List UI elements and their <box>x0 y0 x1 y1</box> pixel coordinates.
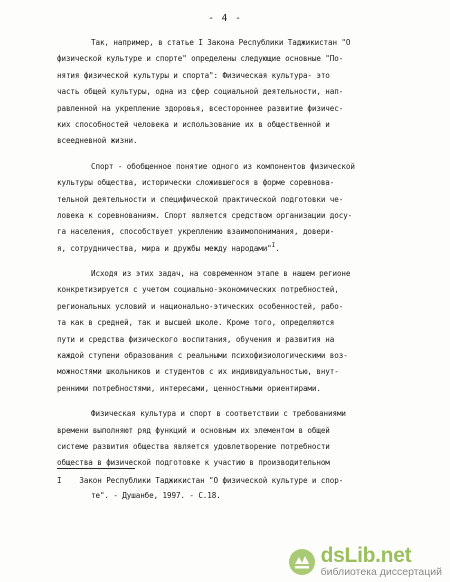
text-line: времени выполняют ряд функций и основным их элементом в общей <box>57 425 330 435</box>
text-line: я, сотрудничества, мира и дружбы между народами" <box>57 243 272 253</box>
text-line: физической культуре и спорте" определены следующие основные "По- <box>57 54 344 64</box>
text-line: ких способностей человека и использование их в общественной и <box>57 119 330 129</box>
dslib-logo-icon <box>287 547 317 577</box>
text-line: пути и средства физического воспитания, обучения и развития на <box>57 334 335 344</box>
text-line: можностями школьников и студентов с их индивидуальностью, внут- <box>57 367 339 377</box>
text-line: общества в физической подготовке к участию в производительном <box>57 458 330 468</box>
paragraph-1 <box>57 35 395 150</box>
text-line: тельной деятельности и специфической практической подготовки че- <box>57 194 344 204</box>
text-line: конкретизируется с учетом социально-экономических потребностей, <box>57 285 339 295</box>
text-line: культуры общества, исторически сложившегося в форме соревнова- <box>57 178 335 188</box>
text-line: га населения, способствует укреплению взаимопонимания, довери- <box>57 227 335 237</box>
footnote-line: те". - Душанбе, 1997. - С.18. <box>91 490 221 500</box>
body-text <box>57 35 395 472</box>
text-line: Спорт - обобщенное понятие одного из компонентов физической <box>91 161 355 171</box>
paragraph-4 <box>57 406 395 472</box>
page-number: - 4 - <box>208 13 242 24</box>
watermark-subtitle: библиотека диссертаций <box>320 566 442 578</box>
text-line: равленной на укрепление здоровья, всестороннее развитие физичес- <box>57 103 344 113</box>
footnote-line: I Закон Республики Таджикистан "О физической культуре и спор- <box>57 476 344 485</box>
text-line: Так, например, в статье I Закона Республики Таджикистан "О <box>91 38 351 47</box>
footnote-divider <box>57 468 135 469</box>
text-line-with-footnote: я, сотрудничества, мира и дружбы между народами"$^I$. <box>57 241 280 253</box>
text-line: та как в средней, так и высшей школе. Кроме того, определяются <box>57 318 335 328</box>
text-line: всеедневной жизни. <box>57 136 138 146</box>
text-line: ловека к соревнованиям. Спорт является средством организации досу- <box>57 210 353 220</box>
paragraph-2 <box>57 159 395 257</box>
text-line: Исходя из этих задач, на современном этапе в нашем регионе <box>91 269 351 279</box>
text-line: системе развития общества является удовлетворение потребности <box>57 441 330 451</box>
watermark-title: dsLib.net <box>320 544 412 567</box>
text-line: ренними потребностями, интересами, ценностными ориентирами. <box>57 383 321 393</box>
paragraph-3 <box>57 266 395 397</box>
text-line: региональных условий и национально-этических особенностей, рабо- <box>57 301 344 311</box>
text-line: Физическая культура и спорт в соответствии с требованиями <box>91 409 346 419</box>
text-line: каждой ступени образования с реальными психофизиологическими воз- <box>57 351 348 361</box>
watermark <box>287 546 442 578</box>
footnote-reference: I <box>271 241 276 249</box>
footnote <box>57 474 397 503</box>
text-line: часть общей культуры, одна из сфер социальной деятельности, нап- <box>57 87 344 97</box>
text-line: нятия физической культуры и спорта": Физическая культура- это <box>57 70 330 80</box>
